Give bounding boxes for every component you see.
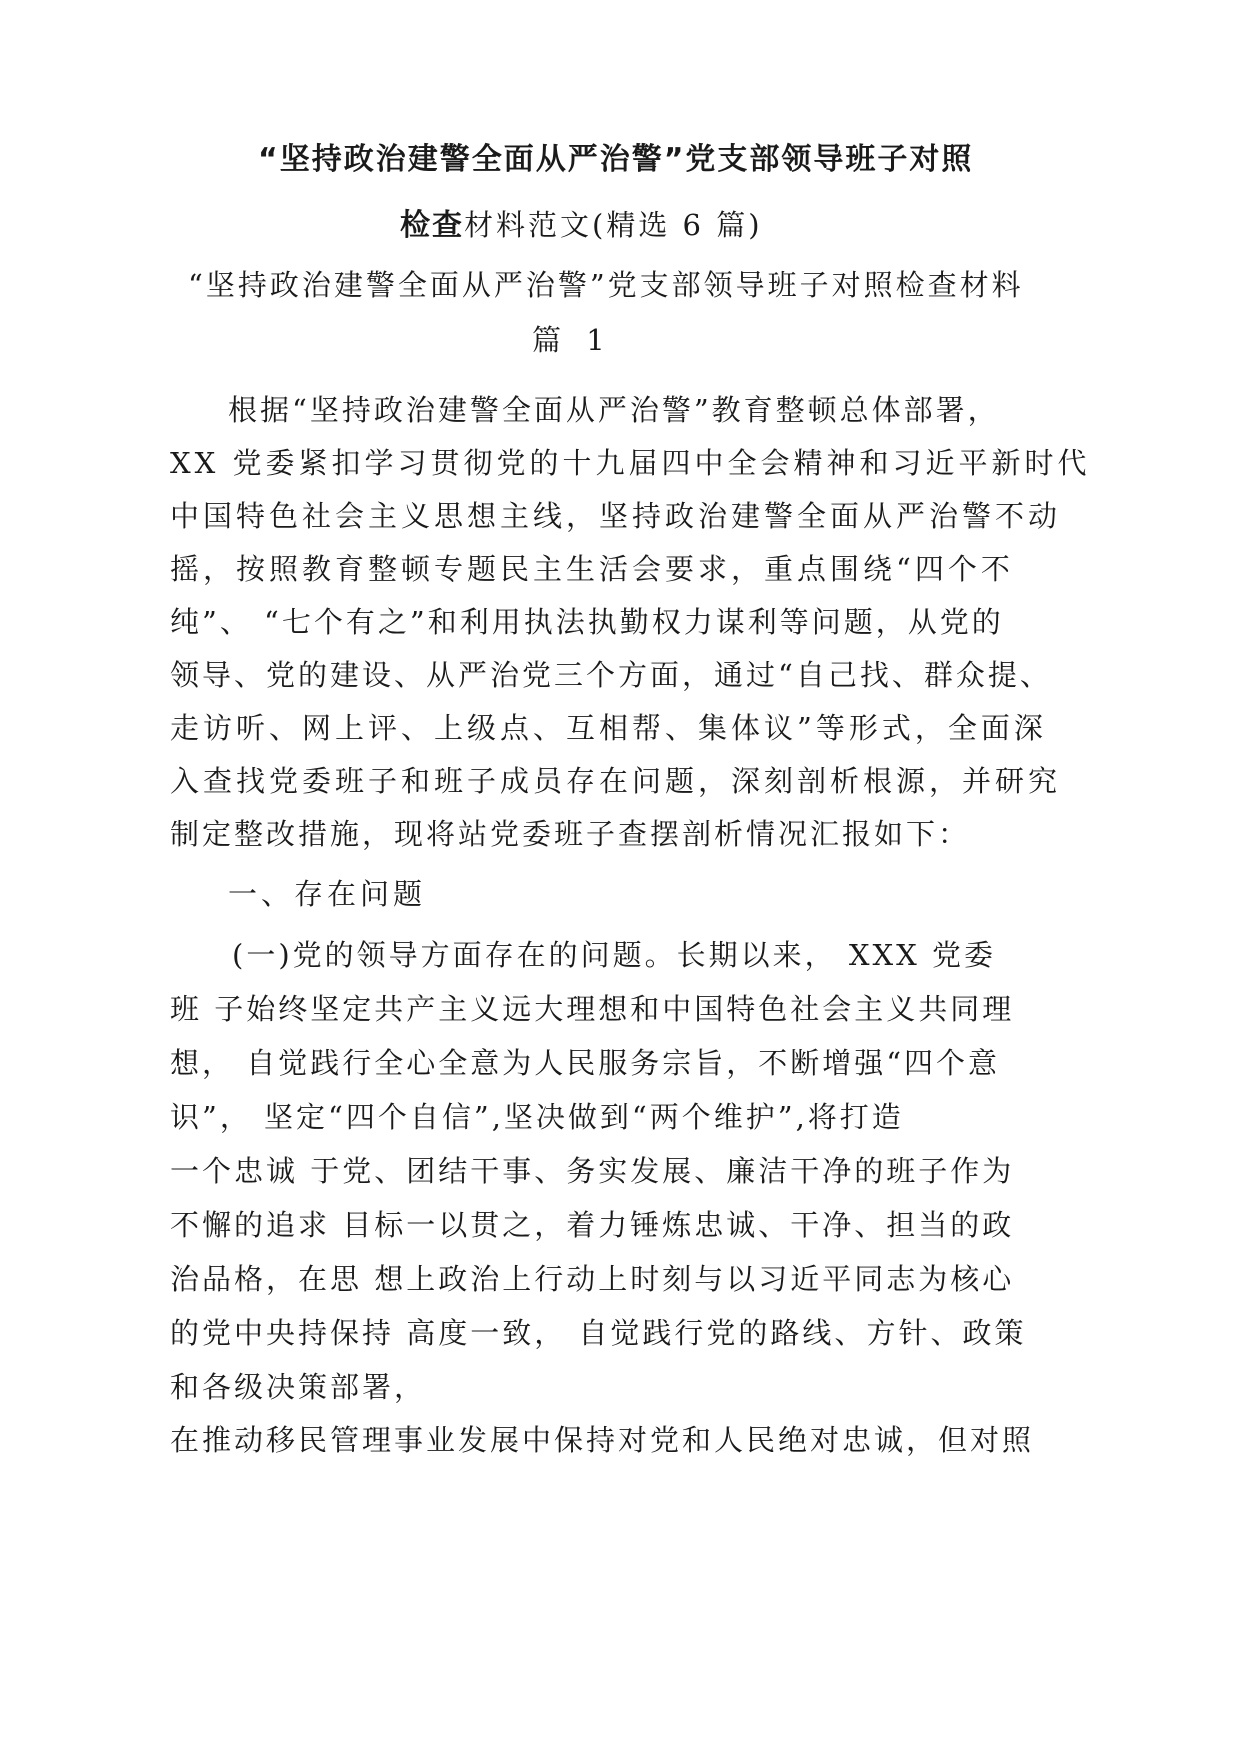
paragraph-1-line: XX 党委紧扣学习贯彻党的十九届四中全会精神和习近平新时代: [170, 446, 1091, 480]
paragraph-2-line: (一)党的领导方面存在的问题。长期以来， XXX 党委: [232, 938, 997, 972]
paragraph-1-line: 领导、党的建设、从严治党三个方面，通过“自己找、群众提、: [170, 658, 1052, 692]
paragraph-2-line: 班 子始终坚定共产主义远大理想和中国特色社会主义共同理: [170, 992, 1015, 1026]
document-title-bold-part: 检查: [400, 208, 464, 243]
paragraph-1-line: 制定整改措施，现将站党委班子查摆剖析情况汇报如下：: [170, 817, 971, 851]
paragraph-1-line: 走访听、网上评、上级点、互相帮、集体议”等形式，全面深: [170, 711, 1047, 745]
paragraph-1-line: 中国特色社会主义思想主线，坚持政治建警全面从严治警不动: [170, 499, 1062, 533]
document-title-line-2: [400, 205, 763, 246]
document-subtitle-line-2: 篇 1: [532, 323, 613, 357]
document-subtitle-line-1: “坚持政治建警全面从严治警”党支部领导班子对照检查材料: [188, 268, 1024, 302]
paragraph-1-line: 摇，按照教育整顿专题民主生活会要求，重点围绕“四个不: [170, 552, 1014, 586]
paragraph-1-line: 根据“坚持政治建警全面从严治警”教育整顿总体部署，: [228, 393, 1000, 427]
section-heading: 一、存在问题: [228, 877, 427, 911]
document-title-line-1: “坚持政治建警全面从严治警”党支部领导班子对照: [258, 142, 974, 177]
paragraph-2-line: 在推动移民管理事业发展中保持对党和人民绝对忠诚，但对照: [170, 1423, 1035, 1457]
paragraph-2-line: 一个忠诚 于党、团结干事、务实发展、廉洁干净的班子作为: [170, 1154, 1015, 1188]
paragraph-2-line: 不懈的追求 目标一以贯之，着力锤炼忠诚、干净、担当的政: [170, 1208, 1015, 1242]
document-title-rest-part: 材料范文(精选 6 篇): [464, 208, 763, 242]
paragraph-2-line: 治品格，在思 想上政治上行动上时刻与以习近平同志为核心: [170, 1262, 1015, 1296]
paragraph-2-line: 的党中央持保持 高度一致， 自觉践行党的路线、方针、政策: [170, 1316, 1027, 1350]
paragraph-2-line: 识”， 坚定“四个自信”,坚决做到“两个维护”,将打造: [170, 1100, 904, 1134]
paragraph-1-line: 入查找党委班子和班子成员存在问题，深刻剖析根源，并研究: [170, 764, 1062, 798]
paragraph-2-line: 想， 自觉践行全心全意为人民服务宗旨，不断增强“四个意: [170, 1046, 1001, 1080]
paragraph-2-line: 和各级决策部署，: [170, 1370, 427, 1404]
paragraph-1-line: 纯”、 “七个有之”和利用执法执勤权力谋利等问题，从党的: [170, 605, 1004, 639]
